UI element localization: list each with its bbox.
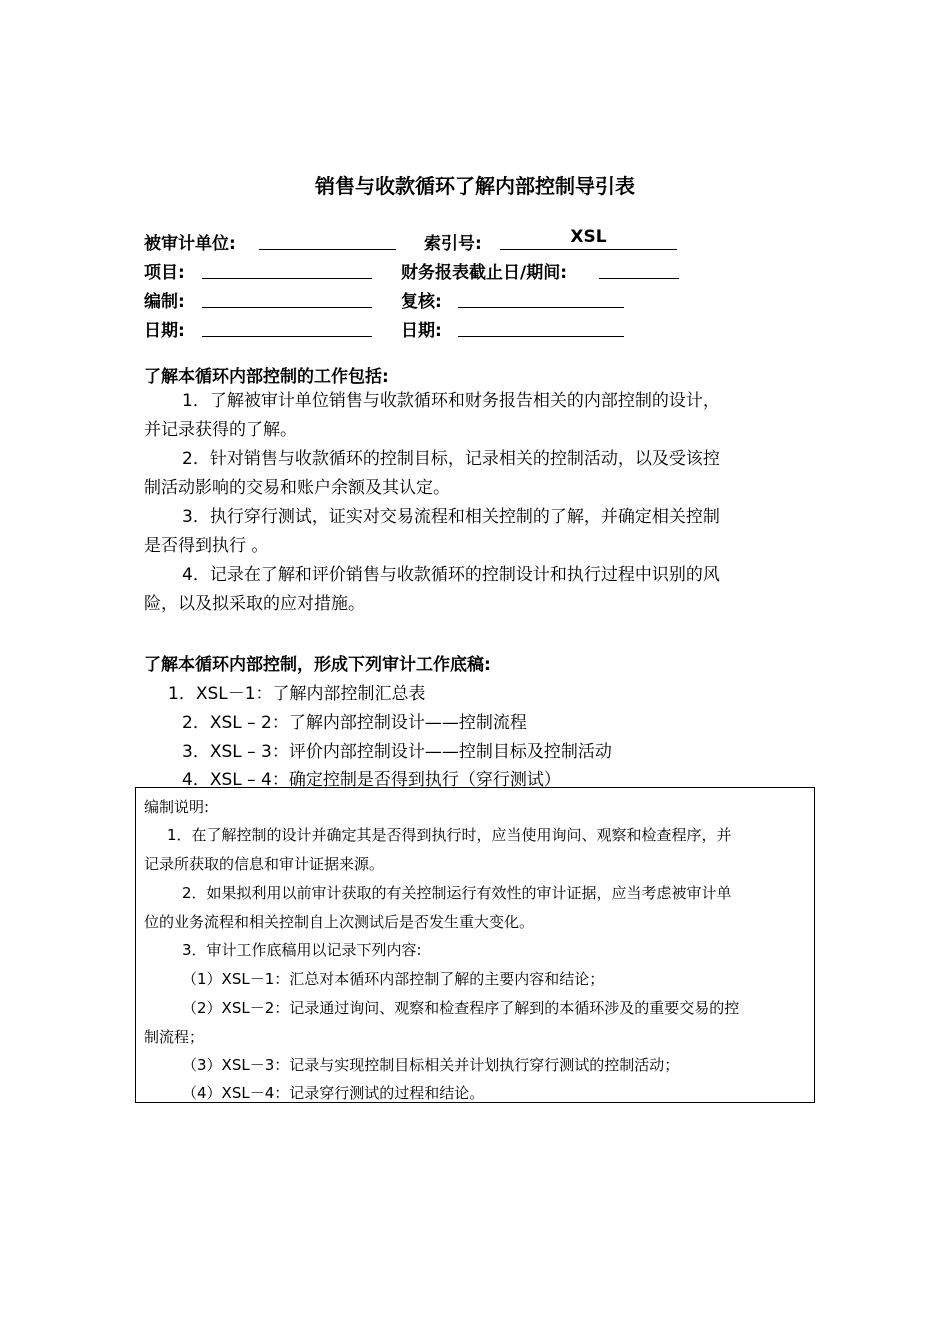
notes-sub-item-2-line2: 制流程； [144,1028,205,1046]
review-label: 复核: [401,292,442,312]
work-item-2-line1: 2．针对销售与收款循环的控制目标，记录相关的控制活动，以及受该控 [182,449,720,469]
page-title: 销售与收款循环了解内部控制导引表 [315,174,635,198]
notes-item-3: 3．审计工作底稿用以记录下列内容: [182,941,422,959]
notes-item-2-line2: 位的业务流程和相关控制自上次测试后是否发生重大变化。 [144,913,535,931]
audited-unit-field[interactable] [259,229,396,250]
notes-sub-item-1: （1）XSL－1：汇总对本循环内部控制了解的主要内容和结论； [182,970,605,988]
work-item-4-line1: 4．记录在了解和评价销售与收款循环的控制设计和执行过程中识别的风 [182,565,720,585]
index-value: XSL [570,227,607,247]
work-item-1-line2: 并记录获得的了解。 [144,420,297,440]
work-item-3-line2: 是否得到执行 。 [144,536,269,556]
review-date-field[interactable] [458,316,624,337]
notes-item-2-line1: 2．如果拟利用以前审计获取的有关控制运行有效性的审计证据，应当考虑被审计单 [182,884,732,902]
work-section-heading: 了解本循环内部控制的工作包括: [144,367,389,387]
date-label: 日期: [144,321,185,341]
notes-item-1-line1: 1．在了解控制的设计并确定其是否得到执行时，应当使用询问、观察和检查程序，并 [167,826,732,844]
review-date-label: 日期: [401,321,442,341]
prepared-label: 编制: [144,292,185,312]
work-item-2-line2: 制活动影响的交易和账户余额及其认定。 [144,478,450,498]
notes-heading: 编制说明: [144,798,210,816]
period-field[interactable] [599,258,679,279]
work-item-1-line1: 1．了解被审计单位销售与收款循环和财务报告相关的内部控制的设计， [182,391,720,411]
period-label: 财务报表截止日/期间: [401,263,568,283]
project-label: 项目: [144,263,185,283]
work-item-4-line2: 险，以及拟采取的应对措施。 [144,594,365,614]
notes-sub-item-2-line1: （2）XSL－2：记录通过询问、观察和检查程序了解到的本循环涉及的重要交易的控 [182,999,740,1017]
project-field[interactable] [202,258,372,279]
index-field[interactable] [500,229,677,250]
workpaper-item-3: 3．XSL – 3：评价内部控制设计——控制目标及控制活动 [182,742,612,762]
date-field[interactable] [202,316,372,337]
notes-sub-item-4: （4）XSL－4：记录穿行测试的过程和结论。 [182,1084,485,1102]
audited-unit-label: 被审计单位: [144,234,236,254]
workpaper-item-4: 4．XSL – 4：确定控制是否得到执行（穿行测试） [182,770,561,790]
workpapers-section-heading: 了解本循环内部控制，形成下列审计工作底稿: [144,655,491,675]
workpaper-item-2: 2．XSL – 2：了解内部控制设计——控制流程 [182,713,527,733]
work-item-3-line1: 3．执行穿行测试，证实对交易流程和相关控制的了解，并确定相关控制 [182,507,720,527]
notes-item-1-line2: 记录所获取的信息和审计证据来源。 [144,855,385,873]
index-label: 索引号: [424,234,482,254]
review-field[interactable] [458,287,624,308]
prepared-field[interactable] [202,287,372,308]
workpaper-item-1: 1．XSL－1：了解内部控制汇总表 [168,684,426,704]
preparation-notes-box [135,787,815,1103]
notes-sub-item-3: （3）XSL－3：记录与实现控制目标相关并计划执行穿行测试的控制活动； [182,1056,680,1074]
